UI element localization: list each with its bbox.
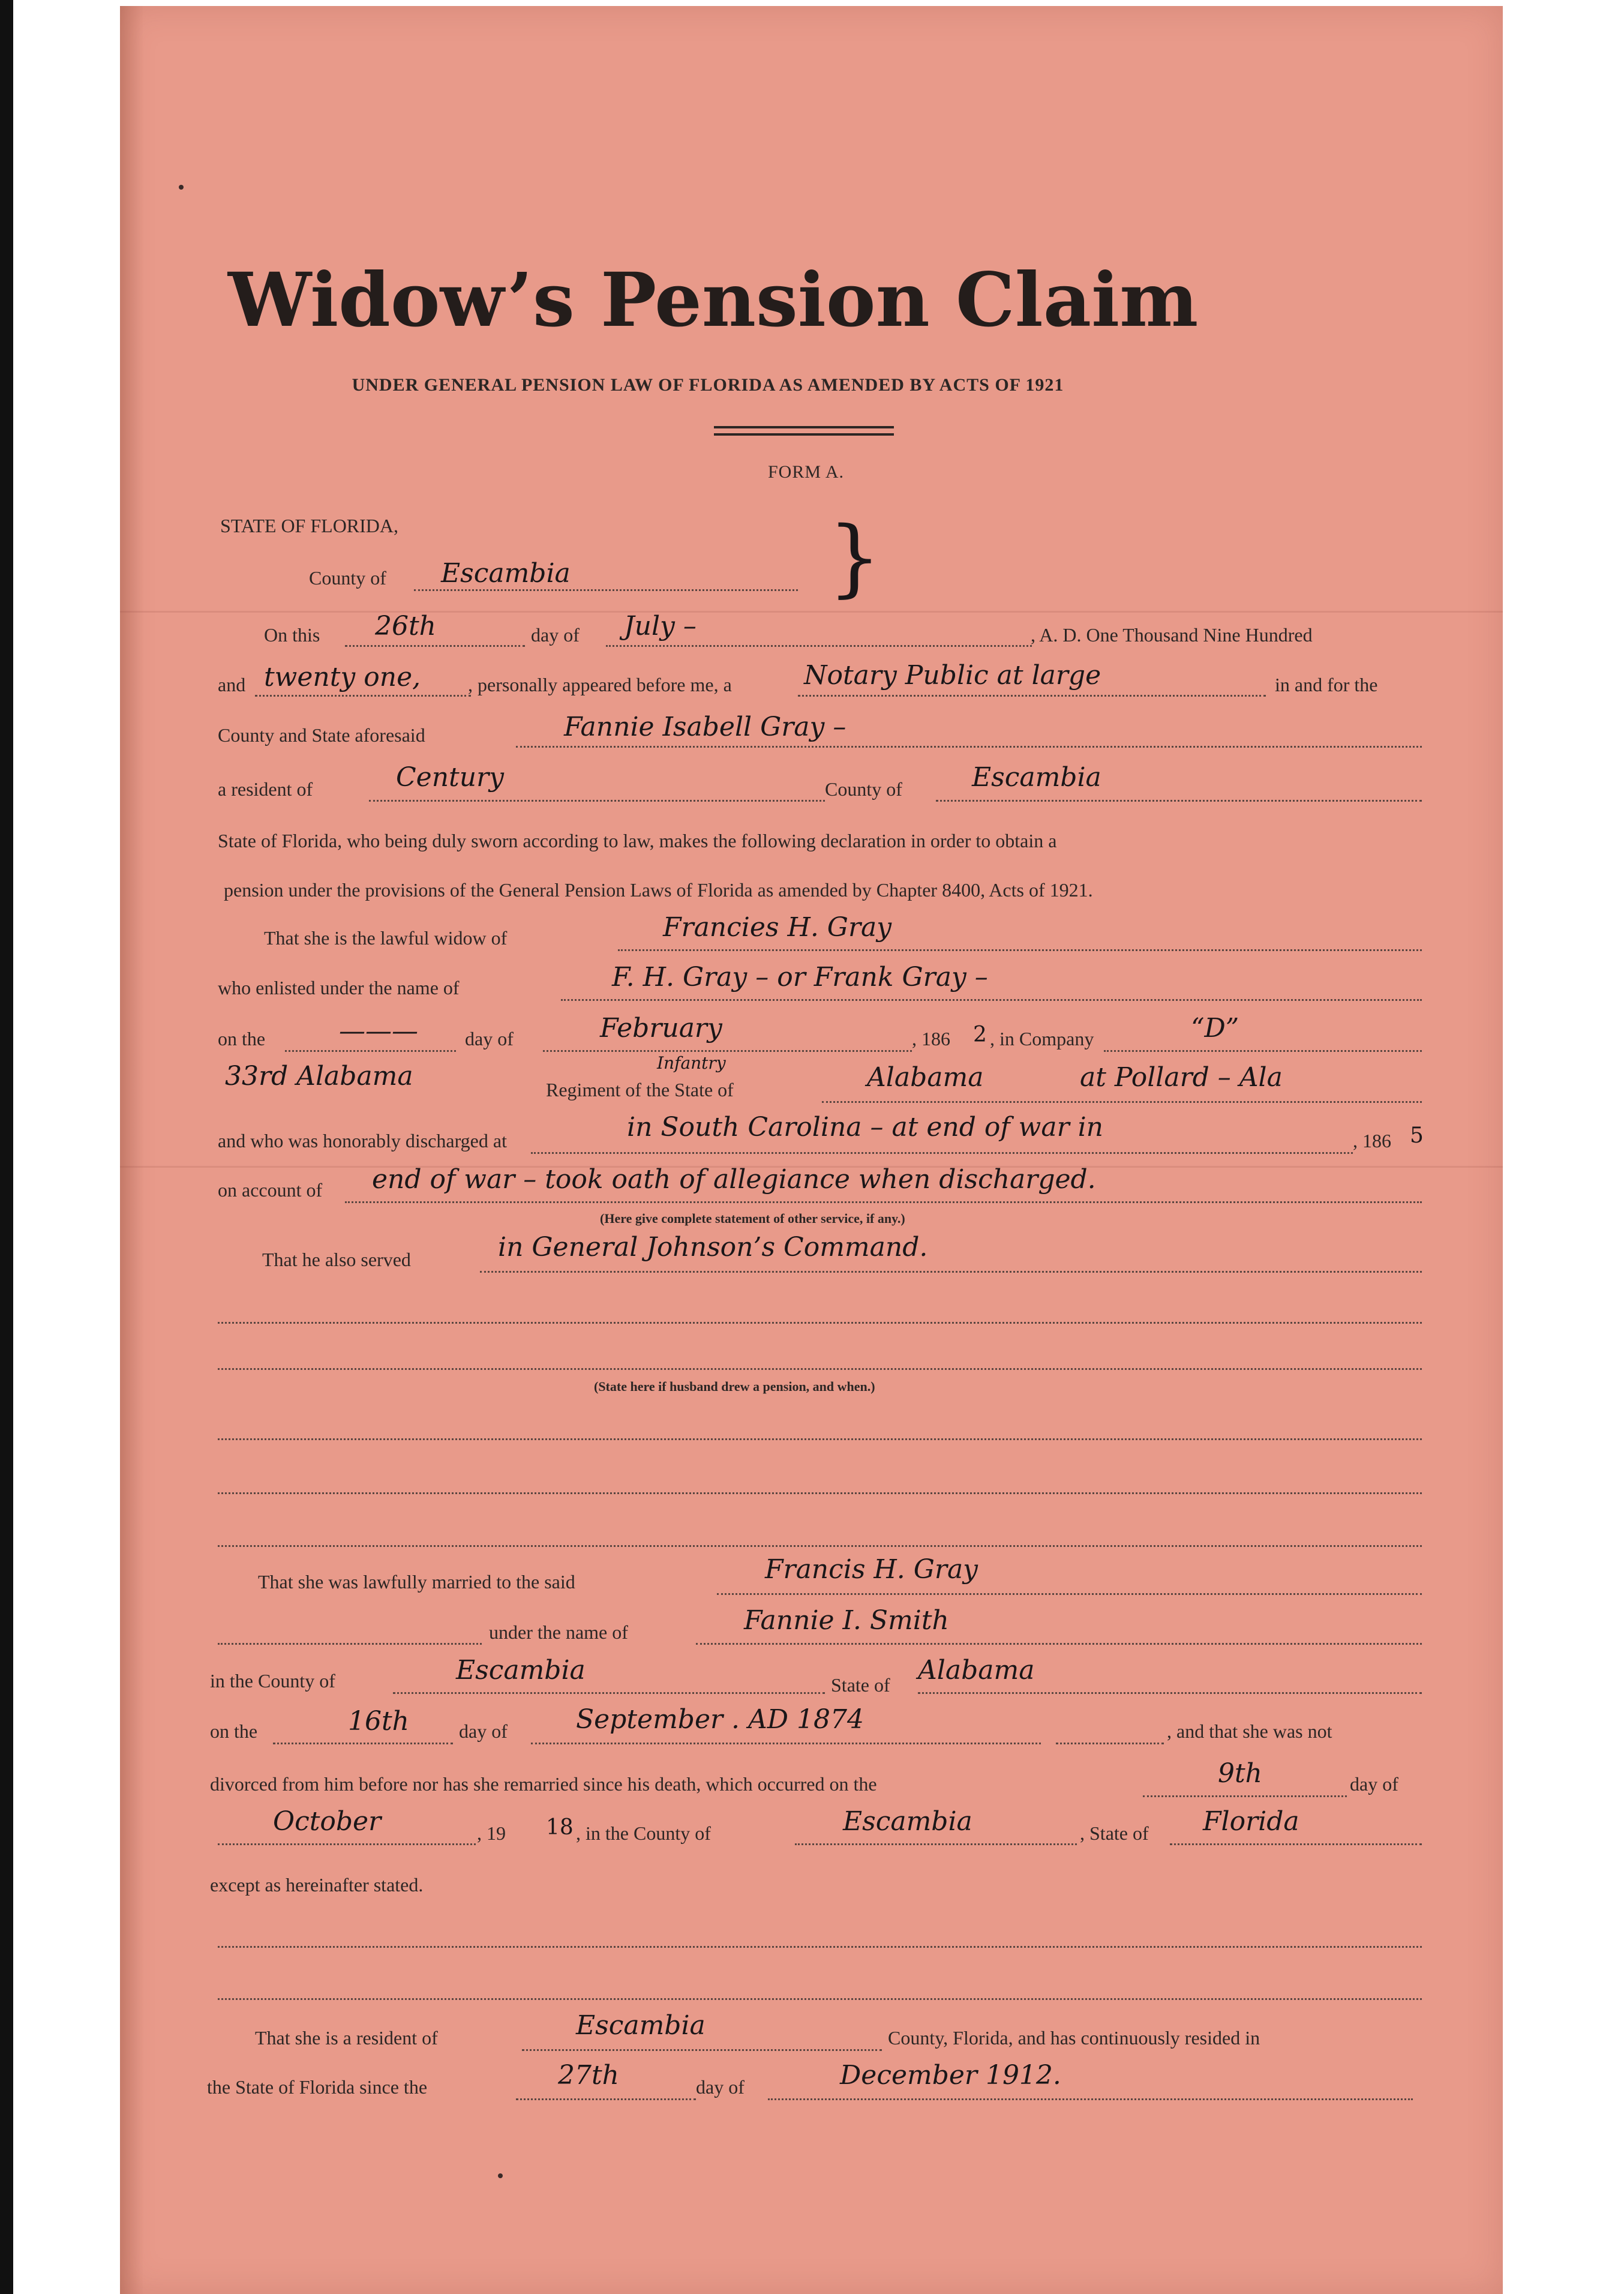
regiment-of-label: Regiment of the State of: [546, 1079, 734, 1100]
husband-entry: Francies H. Gray: [663, 912, 892, 943]
on-account-of-label: on account of: [218, 1179, 323, 1201]
death-county-entry: Escambia: [843, 1806, 972, 1837]
pension-note: (State here if husband drew a pension, and when.): [594, 1379, 875, 1394]
bracket-mark: }: [828, 509, 882, 607]
blank-line: [218, 1492, 1422, 1494]
marriage-day-entry: 16th: [348, 1706, 410, 1737]
residence-county-entry: Escambia: [576, 2010, 706, 2041]
day-field-line: [345, 645, 525, 647]
day-of-label-5: day of: [696, 2076, 745, 2098]
on-this-label: On this: [264, 624, 320, 646]
in-county-of-label-2: , in the County of: [576, 1822, 711, 1844]
ink-speck: [498, 2173, 503, 2178]
except-text: except as hereinafter stated.: [210, 1874, 424, 1896]
residence-month-year-entry: December 1912.: [840, 2060, 1061, 2091]
paper-fold-line: [120, 611, 1503, 613]
not-divorced-label: , and that she was not: [1167, 1720, 1332, 1742]
residence-county-field-line: [522, 2049, 882, 2051]
discharge-reason-field-line: [345, 1201, 1422, 1203]
ad-label: , A. D. One Thousand Nine Hundred: [1031, 624, 1313, 646]
enlist-day-field-line: [285, 1050, 456, 1052]
discharge-place-field-line: [531, 1152, 1353, 1154]
also-served-field-line: [480, 1271, 1422, 1273]
day-of-label-3: day of: [459, 1720, 508, 1742]
blank-line: [218, 1322, 1422, 1324]
blank-line: [218, 1545, 1422, 1547]
discharged-at-label: and who was honorably discharged at: [218, 1130, 507, 1152]
maiden-name-entry: Fannie I. Smith: [744, 1605, 949, 1636]
also-served-entry: in General Johnson’s Command.: [498, 1232, 928, 1263]
enlisted-under-label: who enlisted under the name of: [218, 977, 460, 998]
paper-aged-edge: [120, 6, 144, 2294]
marriage-month-year-entry: September . AD 1874: [576, 1704, 864, 1735]
regiment-state-entry: Alabama: [867, 1062, 984, 1093]
day-entry: 26th: [375, 611, 437, 641]
under-name-label: under the name of: [489, 1621, 628, 1643]
county-florida-text: County, Florida, and has continuously resided in: [888, 2027, 1260, 2049]
page-subtitle: UNDER GENERAL PENSION LAW OF FLORIDA AS AMENDED BY ACTS OF 1921: [352, 375, 1064, 395]
resident-town-entry: Century: [396, 762, 504, 793]
blank-line: [218, 1643, 482, 1645]
claimant-field-line: [516, 746, 1422, 748]
blank-line: [218, 1946, 1422, 1948]
death-month-entry: October: [273, 1806, 382, 1837]
lawful-widow-label: That she is the lawful widow of: [264, 927, 508, 949]
year-19-label: , 19: [477, 1822, 506, 1844]
state-of-label-2: , State of: [1080, 1822, 1149, 1844]
infantry-note: Infantry: [657, 1053, 726, 1073]
marriage-county-field-line: [393, 1692, 825, 1694]
officer-field-line: [798, 695, 1266, 697]
year-186-label-b: , 186: [1353, 1130, 1391, 1152]
county-entry: Escambia: [441, 558, 571, 589]
discharge-year-digit: 5: [1410, 1123, 1424, 1148]
other-service-note: (Here give complete statement of other service, if any.): [600, 1211, 905, 1226]
enlisted-name-entry: F. H. Gray – or Frank Gray –: [612, 962, 988, 992]
maiden-name-field-line: [696, 1643, 1422, 1645]
declaration-text: State of Florida, who being duly sworn according to law, makes the following declaration in order to obtain a: [218, 830, 1057, 851]
blank-line: [1056, 1743, 1164, 1744]
death-year-entry: 18: [546, 1815, 574, 1840]
enlisted-name-field-line: [561, 999, 1422, 1001]
residence-day-field-line: [516, 2098, 696, 2100]
on-the-label-2: on the: [210, 1720, 258, 1742]
claimant-entry: Fannie Isabell Gray –: [564, 712, 846, 742]
regiment-state-field-line: [822, 1101, 1422, 1103]
death-county-field-line: [795, 1843, 1077, 1845]
blank-line: [218, 1368, 1422, 1370]
in-company-label: , in Company: [990, 1028, 1094, 1049]
resident-town-field-line: [369, 800, 825, 802]
on-the-label: on the: [218, 1028, 266, 1049]
year-words-entry: twenty one,: [264, 662, 421, 692]
county-label: County of: [309, 567, 386, 589]
form-label: FORM A.: [768, 462, 845, 482]
since-the-label: the State of Florida since the: [207, 2076, 428, 2098]
enlist-place-entry: at Pollard – Ala: [1080, 1062, 1283, 1093]
state-of-label: State of: [831, 1674, 890, 1696]
in-and-for-label: in and for the: [1275, 674, 1378, 695]
death-state-field-line: [1170, 1843, 1422, 1845]
residence-day-entry: 27th: [558, 2060, 620, 2091]
enlist-year-digit: 2: [973, 1022, 987, 1047]
title-divider: [714, 433, 894, 436]
pension-under-text: pension under the provisions of the General Pension Laws of Florida as amended by Chapter 8400, Acts of 1921.: [224, 879, 1093, 901]
discharge-place-entry: in South Carolina – at end of war in: [627, 1112, 1103, 1142]
divorced-text: divorced from him before nor has she remarried since his death, which occurred on the: [210, 1773, 877, 1795]
husband-field-line: [618, 949, 1422, 951]
officer-entry: Notary Public at large: [804, 660, 1101, 691]
death-day-field-line: [1143, 1795, 1347, 1797]
enlist-month-field-line: [543, 1050, 912, 1052]
personally-appeared-label: , personally appeared before me, a: [468, 674, 732, 695]
also-served-label: That he also served: [262, 1249, 411, 1270]
month-entry: July –: [624, 611, 697, 641]
day-of-label: day of: [531, 624, 580, 646]
death-state-entry: Florida: [1203, 1806, 1299, 1837]
state-heading: STATE OF FLORIDA,: [220, 515, 399, 536]
regiment-entry: 33rd Alabama: [225, 1061, 413, 1091]
marriage-state-field-line: [918, 1692, 1422, 1694]
aforesaid-label: County and State aforesaid: [218, 724, 425, 746]
enlist-month-entry: February: [600, 1013, 722, 1043]
resident-county-field-line: [936, 800, 1422, 802]
company-field-line: [1104, 1050, 1422, 1052]
county-of-label-2: County of: [825, 778, 902, 800]
married-to-field-line: [717, 1593, 1422, 1595]
married-label: That she was lawfully married to the said: [258, 1571, 575, 1593]
blank-line: [218, 1438, 1422, 1440]
enlist-day-entry: ———: [339, 1016, 418, 1046]
county-field-line: [414, 589, 798, 591]
marriage-county-entry: Escambia: [456, 1655, 586, 1686]
married-to-entry: Francis H. Gray: [765, 1554, 978, 1585]
page-title: Widow’s Pension Claim: [228, 257, 1199, 344]
resident-label: That she is a resident of: [255, 2027, 438, 2049]
ink-speck: [179, 185, 184, 190]
marriage-month-year-field-line: [531, 1743, 1041, 1744]
residence-month-year-field-line: [768, 2098, 1413, 2100]
in-county-of-label: in the County of: [210, 1670, 335, 1692]
marriage-state-entry: Alabama: [918, 1655, 1035, 1686]
death-month-field-line: [218, 1843, 476, 1845]
day-of-label-2: day of: [465, 1028, 514, 1049]
resident-county-entry: Escambia: [972, 762, 1101, 793]
resident-of-label: a resident of: [218, 778, 313, 800]
scan-left-border: [0, 0, 13, 2294]
death-day-entry: 9th: [1218, 1758, 1263, 1789]
year-186-label: , 186: [912, 1028, 950, 1049]
marriage-day-field-line: [273, 1743, 453, 1744]
day-of-label-4: day of: [1350, 1773, 1398, 1795]
year-words-field-line: [255, 695, 471, 697]
company-entry: “D”: [1191, 1013, 1239, 1043]
title-divider: [714, 426, 894, 428]
discharge-reason-entry: end of war – took oath of allegiance when discharged.: [372, 1164, 1096, 1195]
month-field-line: [606, 645, 1032, 647]
and-label: and: [218, 674, 246, 695]
blank-line: [218, 1998, 1422, 2000]
